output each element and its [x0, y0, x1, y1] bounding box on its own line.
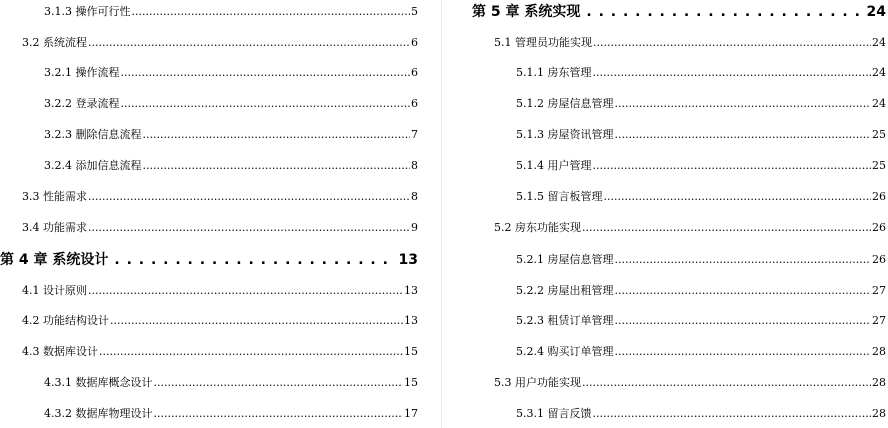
toc-dot-leader [121, 66, 411, 80]
toc-subsection-entry[interactable] [516, 345, 886, 359]
toc-dot-leader [615, 345, 872, 359]
toc-dot-leader [88, 36, 410, 50]
toc-dot-leader [143, 128, 411, 142]
toc-page-number: 9 [411, 221, 418, 234]
toc-page-number: 13 [404, 284, 418, 297]
toc-entry-title: 3.4 功能需求 [22, 221, 87, 234]
toc-entry-title: 5.2 房东功能实现 [494, 221, 581, 234]
toc-entry-title: 5.1.4 用户管理 [516, 159, 592, 172]
toc-subsection-entry[interactable] [44, 97, 418, 111]
toc-dot-leader [615, 284, 872, 298]
toc-page-number: 15 [404, 345, 418, 358]
toc-section-entry[interactable] [494, 376, 886, 390]
toc-page-number: 28 [872, 376, 886, 389]
toc-subsection-entry[interactable] [516, 407, 886, 421]
toc-section-entry[interactable] [22, 190, 418, 204]
toc-subsection-entry[interactable] [516, 128, 886, 142]
toc-dot-leader [110, 314, 403, 328]
toc-entry-title: 3.3 性能需求 [22, 190, 87, 203]
toc-page-number: 17 [404, 407, 418, 420]
toc-page-number: 15 [404, 376, 418, 389]
toc-subsection-entry[interactable] [516, 66, 886, 80]
toc-entry-title: 第 5 章 系统实现 [472, 4, 581, 20]
toc-dot-leader [88, 284, 403, 298]
toc-subsection-entry[interactable] [516, 190, 886, 204]
toc-page-number: 6 [411, 97, 418, 110]
toc-dot-leader [132, 5, 411, 19]
toc-entry-title: 3.2.3 删除信息流程 [44, 128, 142, 141]
toc-subsection-entry[interactable] [516, 314, 886, 328]
toc-entry-title: 3.2.2 登录流程 [44, 97, 120, 110]
toc-entry-title: 5.1.1 房东管理 [516, 66, 592, 79]
toc-entry-title: 3.2.4 添加信息流程 [44, 159, 142, 172]
toc-chapter-entry[interactable] [0, 251, 418, 269]
toc-subsection-entry[interactable] [44, 5, 418, 19]
toc-page-number: 27 [872, 284, 886, 297]
toc-dot-leader [593, 407, 872, 421]
toc-entry-title: 5.1 管理员功能实现 [494, 36, 592, 49]
toc-entry-title: 5.2.3 租赁订单管理 [516, 314, 614, 327]
toc-section-entry[interactable] [22, 345, 418, 359]
toc-entry-title: 4.3.1 数据库概念设计 [44, 376, 153, 389]
toc-page-number: 8 [411, 159, 418, 172]
toc-subsection-entry[interactable] [44, 376, 418, 390]
toc-page-number: 13 [398, 252, 418, 268]
toc-entry-title: 5.3 用户功能实现 [494, 376, 581, 389]
toc-page-number: 8 [411, 190, 418, 203]
toc-subsection-entry[interactable] [516, 284, 886, 298]
toc-section-entry[interactable] [22, 221, 418, 235]
toc-page-number: 6 [411, 66, 418, 79]
toc-dot-leader [114, 251, 392, 269]
toc-dot-leader [99, 345, 403, 359]
toc-entry-title: 5.3.1 留言反馈 [516, 407, 592, 420]
toc-dot-leader [615, 128, 872, 142]
toc-entry-title: 3.2 系统流程 [22, 36, 87, 49]
toc-entry-title: 4.2 功能结构设计 [22, 314, 109, 327]
toc-subsection-entry[interactable] [44, 407, 418, 421]
toc-dot-leader [121, 97, 411, 111]
toc-dot-leader [88, 190, 410, 204]
toc-entry-title: 第 4 章 系统设计 [0, 252, 109, 268]
toc-page-number: 26 [872, 221, 886, 234]
toc-entry-title: 3.2.1 操作流程 [44, 66, 120, 79]
toc-dot-leader [615, 97, 872, 111]
toc-dot-leader [582, 376, 871, 390]
toc-page-number: 7 [411, 128, 418, 141]
toc-dot-leader [88, 221, 410, 235]
toc-dot-leader [154, 407, 404, 421]
toc-entry-title: 5.2.4 购买订单管理 [516, 345, 614, 358]
toc-section-entry[interactable] [494, 221, 886, 235]
toc-subsection-entry[interactable] [516, 97, 886, 111]
toc-entry-title: 5.2.1 房屋信息管理 [516, 253, 614, 266]
toc-subsection-entry[interactable] [44, 66, 418, 80]
toc-page-number: 13 [404, 314, 418, 327]
toc-page-number: 24 [872, 97, 886, 110]
toc-entry-title: 4.1 设计原则 [22, 284, 87, 297]
toc-dot-leader [615, 253, 872, 267]
toc-subsection-entry[interactable] [44, 128, 418, 142]
toc-subsection-entry[interactable] [516, 159, 886, 173]
toc-page-number: 28 [872, 345, 886, 358]
toc-dot-leader [593, 66, 872, 80]
column-divider [441, 0, 442, 428]
toc-chapter-entry[interactable] [472, 3, 886, 21]
toc-dot-leader [586, 3, 860, 21]
toc-dot-leader [604, 190, 872, 204]
toc-dot-leader [593, 159, 872, 173]
toc-dot-leader [615, 314, 872, 328]
toc-section-entry[interactable] [22, 36, 418, 50]
toc-page-number: 27 [872, 314, 886, 327]
toc-entry-title: 3.1.3 操作可行性 [44, 5, 131, 18]
toc-subsection-entry[interactable] [516, 253, 886, 267]
toc-section-entry[interactable] [22, 314, 418, 328]
toc-entry-title: 5.1.3 房屋资讯管理 [516, 128, 614, 141]
toc-dot-leader [593, 36, 871, 50]
toc-entry-title: 5.2.2 房屋出租管理 [516, 284, 614, 297]
toc-page-number: 28 [872, 407, 886, 420]
toc-page-number: 25 [872, 159, 886, 172]
toc-section-entry[interactable] [494, 36, 886, 50]
toc-section-entry[interactable] [22, 284, 418, 298]
toc-page-number: 24 [866, 4, 886, 20]
toc-page-number: 26 [872, 253, 886, 266]
toc-page-number: 5 [411, 5, 418, 18]
toc-subsection-entry[interactable] [44, 159, 418, 173]
toc-page-number: 25 [872, 128, 886, 141]
toc-entry-title: 5.1.2 房屋信息管理 [516, 97, 614, 110]
toc-entry-title: 4.3 数据库设计 [22, 345, 98, 358]
toc-dot-leader [154, 376, 404, 390]
toc-page-number: 24 [872, 36, 886, 49]
toc-dot-leader [143, 159, 411, 173]
toc-dot-leader [582, 221, 871, 235]
toc-entry-title: 5.1.5 留言板管理 [516, 190, 603, 203]
toc-page-number: 26 [872, 190, 886, 203]
toc-page-number: 6 [411, 36, 418, 49]
toc-page-number: 24 [872, 66, 886, 79]
toc-entry-title: 4.3.2 数据库物理设计 [44, 407, 153, 420]
